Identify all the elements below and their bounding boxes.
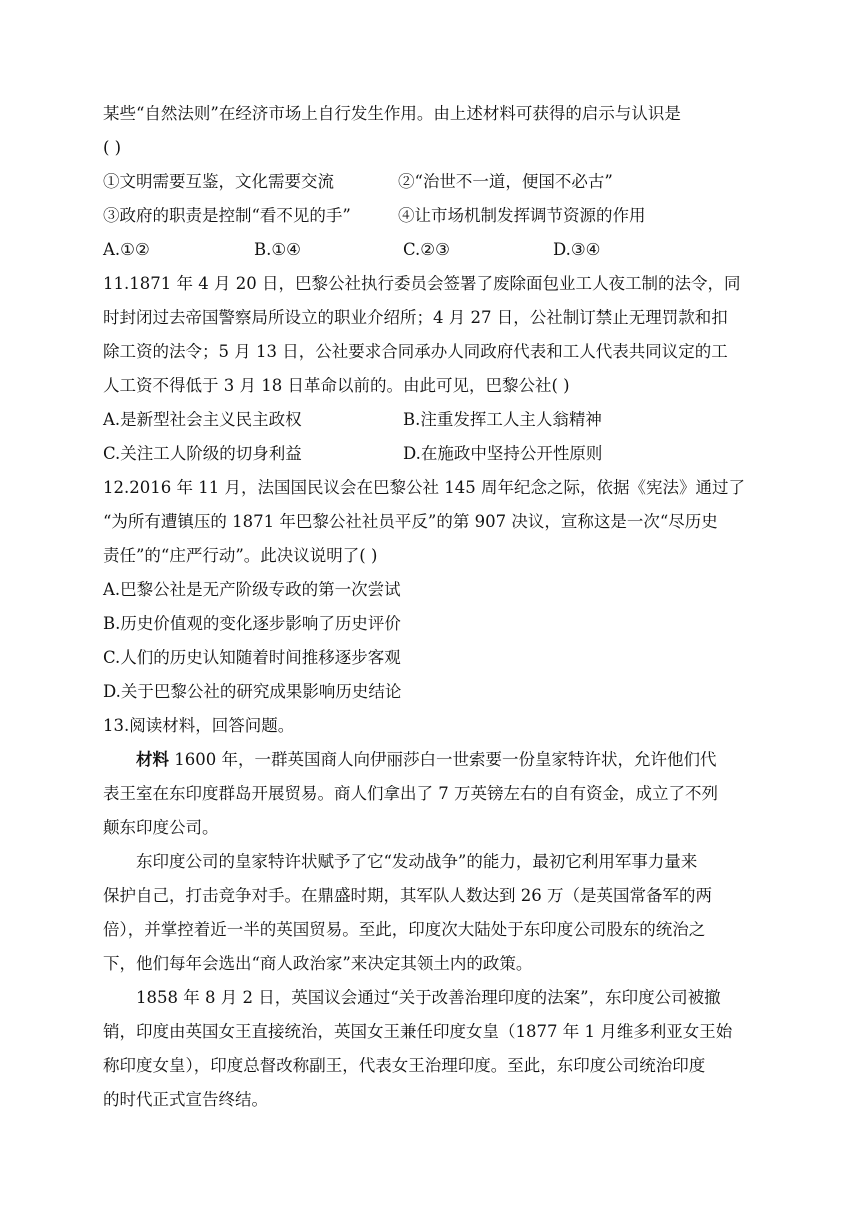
material-paragraph-1 bbox=[136, 747, 716, 773]
answer-blank: ( ) bbox=[103, 138, 122, 157]
material-paragraph-2: 东印度公司的皇家特许状赋予了它“发动战争”的能力，最初它利用军事力量来 bbox=[136, 852, 698, 871]
q12-option-a: A.巴黎公社是无产阶级专政的第一次尝试 bbox=[103, 580, 401, 599]
paragraph-text: 称印度女皇），印度总督改称副王，代表女王治理印度。至此，东印度公司统治印度 bbox=[103, 1056, 706, 1075]
q12-option-b: B.历史价值观的变化逐步影响了历史评价 bbox=[103, 614, 401, 633]
q11-stem: 11.1871 年 4 月 20 日，巴黎公社执行委员会签署了废除面包业工人夜工制的法令，同 bbox=[103, 274, 741, 293]
text-line: 某些“自然法则”在经济市场上自行发生作用。由上述材料可获得的启示与认识是 bbox=[103, 104, 681, 123]
statement-1: ①文明需要互鉴，文化需要交流 bbox=[103, 172, 334, 191]
material-label: 材料 bbox=[136, 750, 169, 769]
paragraph-text: 销，印度由英国女王直接统治，英国女王兼任印度女皇（1877 年 1 月维多利亚女王始 bbox=[103, 1022, 733, 1041]
paragraph-text: 保护自己，打击竞争对手。在鼎盛时期，其军队人数达到 26 万（是英国常备军的两 bbox=[103, 886, 712, 905]
q12-stem: 责任”的“庄严行动”。此决议说明了( ) bbox=[103, 546, 378, 565]
q13-title: 13.阅读材料，回答问题。 bbox=[103, 716, 295, 735]
q11-stem: 时封闭过去帝国警察局所设立的职业介绍所；4 月 27 日，公社制订禁止无理罚款和扣 bbox=[103, 308, 728, 327]
q11-option-d: D.在施政中坚持公开性原则 bbox=[403, 444, 603, 463]
q11-stem: 除工资的法令；5 月 13 日，公社要求合同承办人同政府代表和工人代表共同议定的工 bbox=[103, 342, 728, 361]
q12-option-c: C.人们的历史认知随着时间推移逐步客观 bbox=[103, 648, 401, 667]
paragraph-text: 倍），并掌控着近一半的英国贸易。至此，印度次大陆处于东印度公司股东的统治之 bbox=[103, 920, 706, 939]
q12-option-d: D.关于巴黎公社的研究成果影响历史结论 bbox=[103, 682, 402, 701]
paragraph-text: 1600 年，一群英国商人向伊丽莎白一世索要一份皇家特许状，允许他们代 bbox=[169, 750, 717, 769]
q12-stem: “为所有遭镇压的 1871 年巴黎公社社员平反”的第 907 决议，宣称这是一次“尽历史 bbox=[103, 512, 718, 531]
q10-option-a: A.①② bbox=[103, 240, 150, 259]
paragraph-text: 颠东印度公司。 bbox=[103, 818, 219, 837]
paragraph-text: 的时代正式宣告终结。 bbox=[103, 1090, 268, 1109]
statement-4: ④让市场机制发挥调节资源的作用 bbox=[398, 206, 646, 225]
q10-option-d: D.③④ bbox=[553, 240, 601, 259]
paragraph-text: 表王室在东印度群岛开展贸易。商人们拿出了 7 万英镑左右的自有资金，成立了不列 bbox=[103, 784, 718, 803]
statement-3: ③政府的职责是控制“看不见的手” bbox=[103, 206, 351, 225]
material-paragraph-3: 1858 年 8 月 2 日，英国议会通过“关于改善治理印度的法案”，东印度公司被撤 bbox=[136, 988, 721, 1007]
q11-stem: 人工资不得低于 3 月 18 日革命以前的。由此可见，巴黎公社( ) bbox=[103, 376, 570, 395]
q11-option-a: A.是新型社会主义民主政权 bbox=[103, 410, 302, 429]
q10-option-b: B.①④ bbox=[254, 240, 301, 259]
q11-option-b: B.注重发挥工人主人翁精神 bbox=[403, 410, 602, 429]
q11-option-c: C.关注工人阶级的切身利益 bbox=[103, 444, 302, 463]
statement-2: ②“治世不一道，便国不必古” bbox=[398, 172, 613, 191]
q12-stem: 12.2016 年 11 月，法国国民议会在巴黎公社 145 周年纪念之际，依据《宪法》通过了 bbox=[103, 478, 745, 497]
paragraph-text: 下，他们每年会选出“商人政治家”来决定其领土内的政策。 bbox=[103, 954, 533, 973]
q10-option-c: C.②③ bbox=[403, 240, 450, 259]
